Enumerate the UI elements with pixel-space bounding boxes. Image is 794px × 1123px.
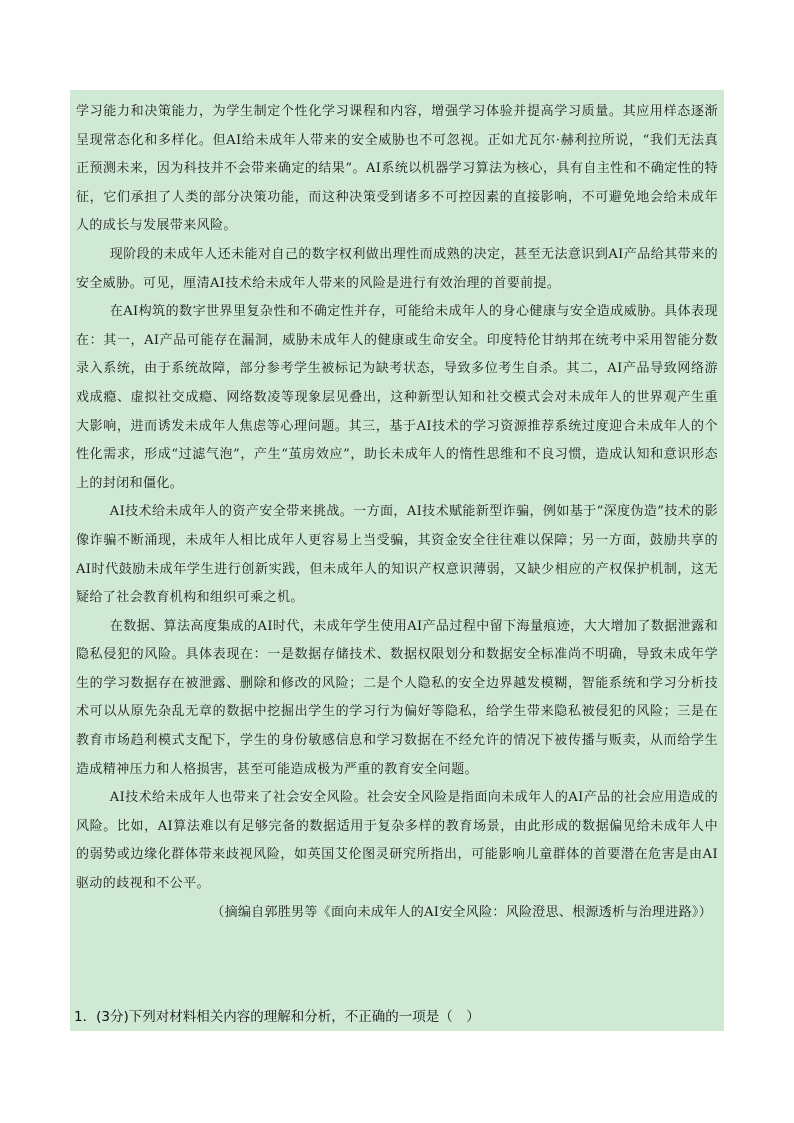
question-1-stem: 1．(3分)下列对材料相关内容的理解和分析，不正确的一项是（ ） (74, 1009, 480, 1025)
reading-passage (70, 90, 724, 1031)
passage-paragraph-5: 在数据、算法高度集成的AI时代，未成年学生使用AI产品过程中留下海量痕迹，大大增加了数据泄露和隐私侵犯的风险。具体表现在：一是数据存储技术、数据权限划分和数据安全标准尚不明确，导致未成年学生的学习数据存在被泄露、删除和修改的风险；二是个人隐私的安全边界越发模糊，智能系统和学习分析技术可以从原先杂乱无章的数据中挖掘出学生的学习行为偏好等隐私，给学生带来隐私被侵犯的风险；三是在教育市场趋利模式支配下，学生的身份敏感信息和学习数据在不经允许的情况下被传播与贩卖，从而给学生造成精神压力和人格损害，甚至可能造成极为严重的教育安全问题。 (76, 618, 718, 777)
passage-source-citation: （摘编自郭胜男等《面向未成年人的AI安全风险：风险澄思、根源透析与治理进路》） (211, 904, 712, 920)
passage-paragraph-1: 学习能力和决策能力，为学生制定个性化学习课程和内容，增强学习体验并提高学习质量。其应用样态逐渐呈现常态化和多样化。但AI给未成年人带来的安全威胁也不可忽视。正如尤瓦尔·赫利拉所说，“我们无法真正预测未来，因为科技并不会带来确定的结果”。AI系统以机器学习算法为核心，具有自主性和不确定性的特征，它们承担了人类的部分决策功能，而这种决策受到诸多不可控因素的直接影响，不可避免地会给未成年人的成长与发展带来风险。 (76, 104, 718, 234)
passage-paragraph-4: AI技术给未成年人的资产安全带来挑战。一方面，AI技术赋能新型诈骗，例如基于“深度伪造”技术的影像诈骗不断涌现，未成年人相比成年人更容易上当受骗，其资金安全往往难以保障；另一方面，鼓励共享的AI时代鼓励未成年学生进行创新实践，但未成年人的知识产权意识薄弱，又缺少相应的产权保护机制，这无疑给了社会教育机构和组织可乘之机。 (76, 504, 718, 606)
passage-paragraph-2: 现阶段的未成年人还未能对自己的数字权利做出理性而成熟的决定，甚至无法意识到AI产品给其带来的安全威胁。可见，厘清AI技术给未成年人带来的风险是进行有效治理的首要前提。 (76, 246, 718, 291)
passage-paragraph-6: AI技术给未成年人也带来了社会安全风险。社会安全风险是指面向未成年人的AI产品的社会应用造成的风险。比如，AI算法难以有足够完备的数据适用于复杂多样的教育场景，由此形成的数据偏见给未成年人中的弱势或边缘化群体带来歧视风险，如英国艾伦图灵研究所指出，可能影响儿童群体的首要潜在危害是由AI驱动的歧视和不公平。 (76, 790, 718, 892)
passage-paragraph-3: 在AI构筑的数字世界里复杂性和不确定性并存，可能给未成年人的身心健康与安全造成威胁。具体表现在：其一，AI产品可能存在漏洞，威胁未成年人的健康或生命安全。印度特伦甘纳邦在统考中采用智能分数录入系统，由于系统故障，部分参考学生被标记为缺考状态，导致多位考生自杀。其二，AI产品导致网络游戏成瘾、虚拟社交成瘾、网络数凌等现象层见叠出，这种新型认知和社交模式会对未成年人的世界观产生重大影响，进而诱发未成年人焦虑等心理问题。其三，基于AI技术的学习资源推荐系统过度迎合未成年人的个性化需求，形成“过滤气泡”，产生“茧房效应”，助长未成年人的惰性思维和不良习惯，造成认知和意识形态上的封闭和僵化。 (76, 304, 718, 491)
